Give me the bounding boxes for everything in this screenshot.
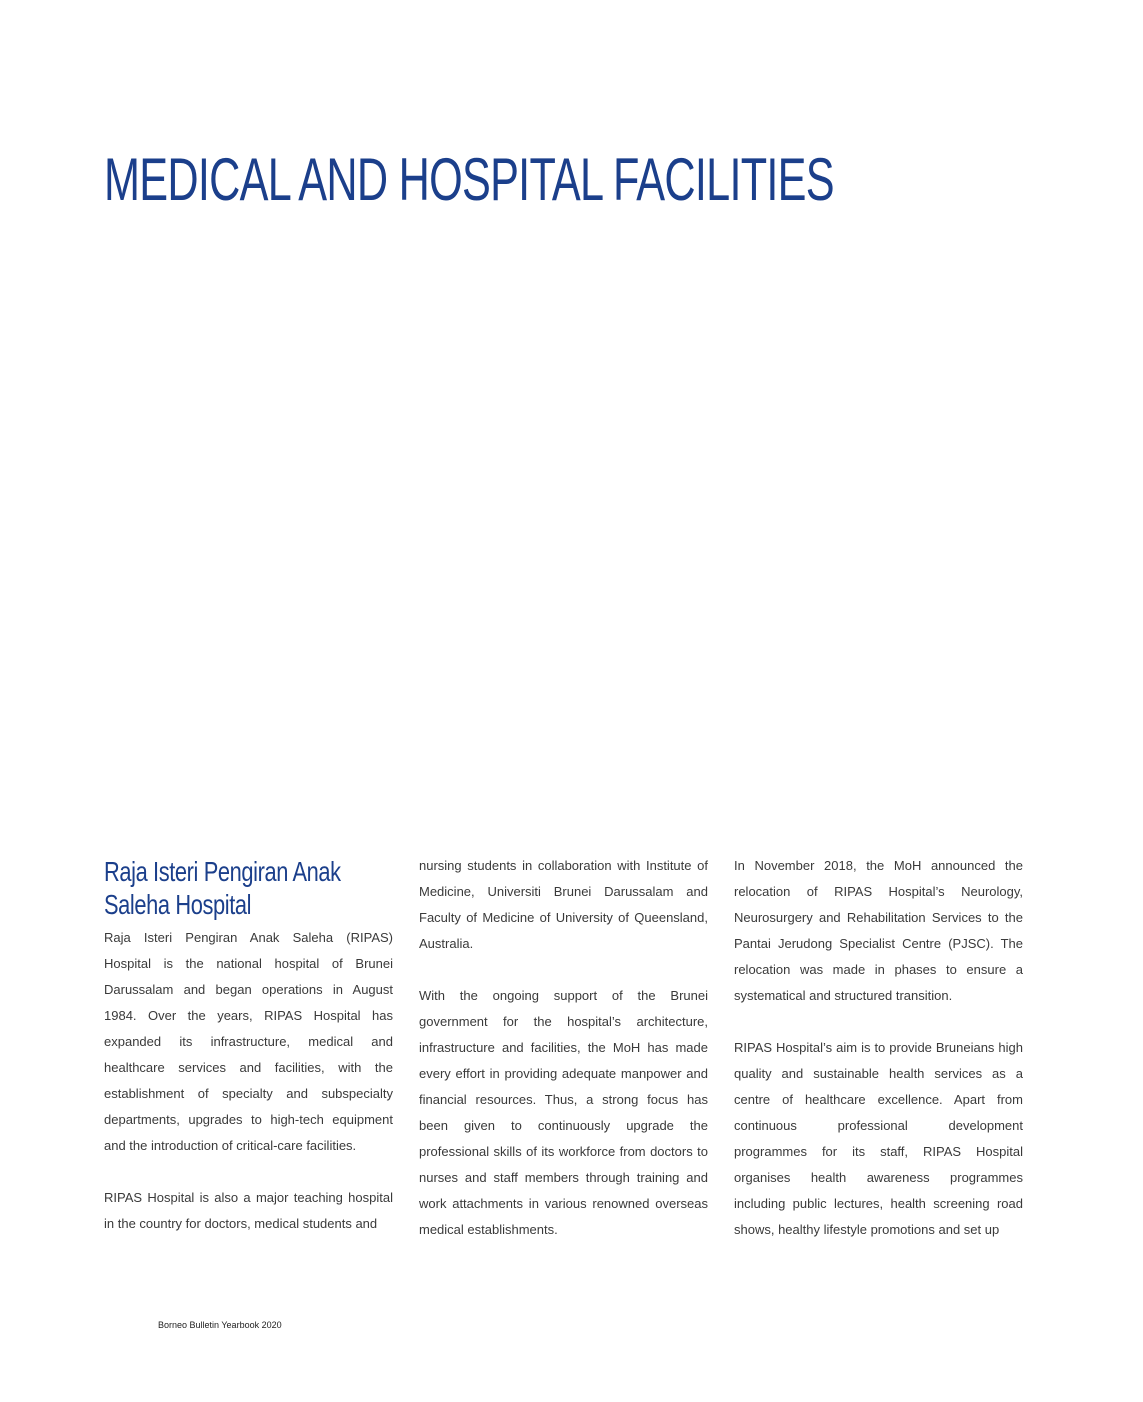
paragraph-intro: Raja Isteri Pengiran Anak Saleha (RIPAS) Hospital is the national hospital of Brunei Darussalam and began operations in August 1984. Over the years, RIPAS Hospital has expanded its infrastructure, medical and healthcare services and facilities, with the establishment of specialty and subspecialty departments, upgrades to high-tech equipment and the introduction of critical-care facilities. — [104, 930, 393, 1153]
page-title: MEDICAL AND HOSPITAL FACILITIES — [104, 146, 834, 213]
section-heading-line-1: Raja Isteri Pengiran Anak — [104, 856, 341, 887]
paragraph-government-support: With the ongoing support of the Brunei government for the hospital’s architecture, infrastructure and facilities, the MoH has made every effort in providing adequate manpower and financial resources. Thus, a strong focus has been given to continuously upgrade the professional skills of its workforce from doctors to nurses and staff members through training and work attachments in various renowned overseas medical establishments. — [419, 988, 708, 1237]
paragraph-teaching-part-1: RIPAS Hospital is also a major teaching hospital in the country for doctors, medical students and — [104, 1190, 393, 1231]
footer-publication: Borneo Bulletin Yearbook 2020 — [158, 1320, 282, 1330]
text-column-2 — [419, 853, 708, 1243]
text-column-3 — [734, 853, 1023, 1243]
section-heading-line-2: Saleha Hospital — [104, 889, 252, 920]
section-heading — [104, 855, 400, 921]
paragraph-teaching-part-2: nursing students in collaboration with Institute of Medicine, Universiti Brunei Darussalam and Faculty of Medicine of University of Queensland, Australia. — [419, 858, 708, 951]
text-column-1 — [104, 855, 393, 1237]
paragraph-aim: RIPAS Hospital’s aim is to provide Bruneians high quality and sustainable health services as a centre of healthcare excellence. Apart from continuous professional development programmes for its staff, RIPAS Hospital organises health awareness programmes including public lectures, health screening road shows, healthy lifestyle promotions and set up — [734, 1040, 1023, 1237]
paragraph-relocation: In November 2018, the MoH announced the relocation of RIPAS Hospital’s Neurology, Neurosurgery and Rehabilitation Services to the Pantai Jerudong Specialist Centre (PJSC). The relocation was made in phases to ensure a systematical and structured transition. — [734, 858, 1023, 1003]
